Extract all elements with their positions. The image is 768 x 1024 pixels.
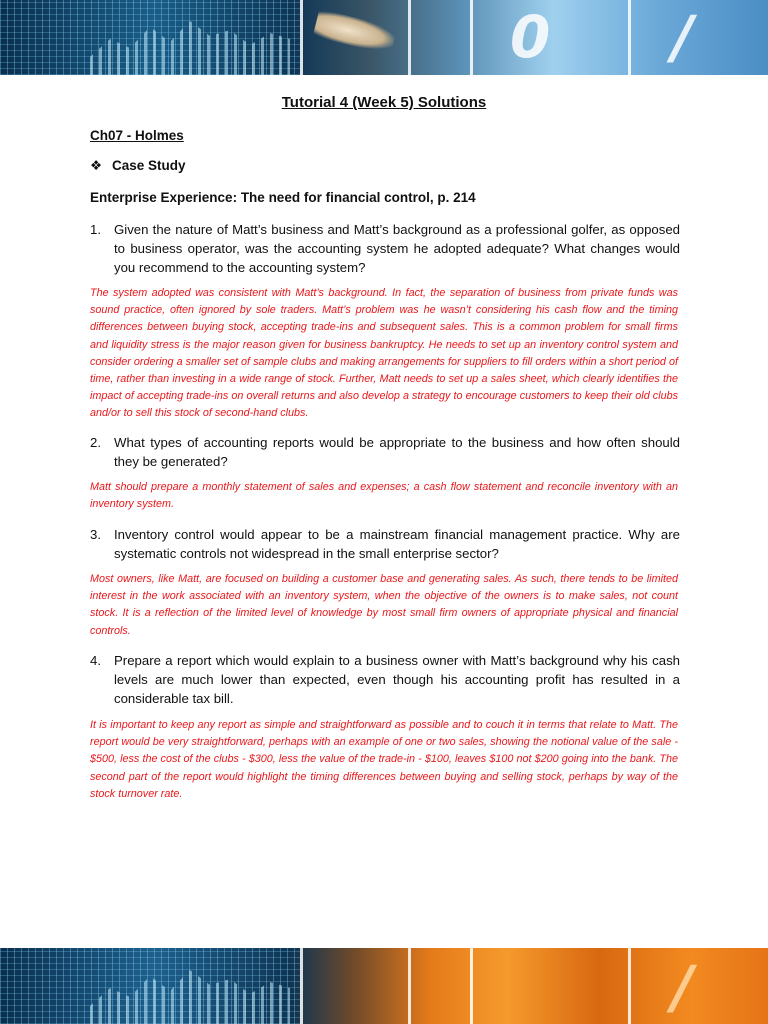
question-number: 1. xyxy=(90,222,101,237)
banner-divider xyxy=(470,948,473,1024)
banner-digit-zero: 0 xyxy=(510,3,551,71)
banner-divider xyxy=(628,0,631,75)
question-item xyxy=(90,651,680,708)
question-text: What types of accounting reports would be appropriate to the business and how often should they be generated? xyxy=(114,435,680,469)
banner-digit-slash: / xyxy=(672,3,694,71)
question-text: Inventory control would appear to be a mainstream financial management practice. Why are systematic controls not widespread in the small enterprise sector? xyxy=(114,527,680,561)
question-number: 3. xyxy=(90,527,101,542)
case-subheading: Enterprise Experience: The need for financial control, p. 214 xyxy=(90,190,476,205)
answer-text: Matt should prepare a monthly statement of sales and expenses; a cash flow statement and reconcile inventory with an inventory system. xyxy=(90,481,678,511)
header-banner-image xyxy=(0,0,768,75)
question-text: Prepare a report which would explain to a business owner with Matt’s background why his cash levels are much lower than expected, even though his accounting profit has resulted in a considerable tax bill. xyxy=(114,653,680,706)
page-title: Tutorial 4 (Week 5) Solutions xyxy=(281,94,487,111)
banner-digit-slash: / xyxy=(672,953,694,1021)
section-heading xyxy=(90,158,186,174)
question-number: 2. xyxy=(90,435,101,450)
banner-divider xyxy=(470,0,473,75)
banner-divider xyxy=(408,948,411,1024)
answer-text: Most owners, like Matt, are focused on building a customer base and generating sales. As such, there tends to be limited interest in the work associated with an inventory system, when the objective of the owners is to make sales, not count stock. It is a reflection of the limited level of knowledge by most small firm owners of appropriate physical and financial controls. xyxy=(90,573,678,637)
question-text: Given the nature of Matt’s business and Matt’s background as a professional golfer, as opposed to business operator, was the accounting system he adopted adequate? What changes would you recommend to the accounting system? xyxy=(114,222,680,275)
banner-divider xyxy=(300,0,303,75)
question-item xyxy=(90,220,680,277)
diamond-bullet-icon: ❖ xyxy=(90,158,103,173)
section-label: Case Study xyxy=(112,158,186,173)
hand-graphic xyxy=(313,9,397,56)
question-item xyxy=(90,525,680,563)
question-number: 4. xyxy=(90,653,101,668)
chapter-heading: Ch07 - Holmes xyxy=(90,128,184,143)
footer-banner-image xyxy=(0,948,768,1024)
answer-text: The system adopted was consistent with Matt’s background. In fact, the separation of business from private funds was sound practice, often ignored by sole traders. Matt’s problem was he wasn’t considering his cash flow and the timing differences between buying stock, accepting trade-ins and subsequent sales. This is a common problem for small firms and liquidity stress is the major reason given for business bankruptcy. He needs to set up an inventory control system and consider ordering a smaller set of sample clubs and making arrangements for suppliers to fill orders within a short period of time, rather than investing in a wide range of stock. Further, Matt needs to set up a sales sheet, which clearly identifies the impact of accepting trade-ins on overall returns and also develop a strategy to encourage customers to keep their old clubs and/or to sell this stock of second-hand clubs. xyxy=(90,287,678,420)
banner-divider xyxy=(300,948,303,1024)
answer-text: It is important to keep any report as simple and straightforward as possible and to couch it in terms that relate to Matt. The report would be very straightforward, perhaps with an example of one or two sales, showing the notional value of the sale - $500, less the cost of the clubs - $300, less the value of the trade-in - $100, leaves $100 not $200 going into the bank. The second part of the report would highlight the timing differences between buying and selling stock, perhaps by way of the stock turnover rate. xyxy=(90,719,678,800)
banner-divider xyxy=(628,948,631,1024)
banner-divider xyxy=(408,0,411,75)
question-item xyxy=(90,433,680,471)
